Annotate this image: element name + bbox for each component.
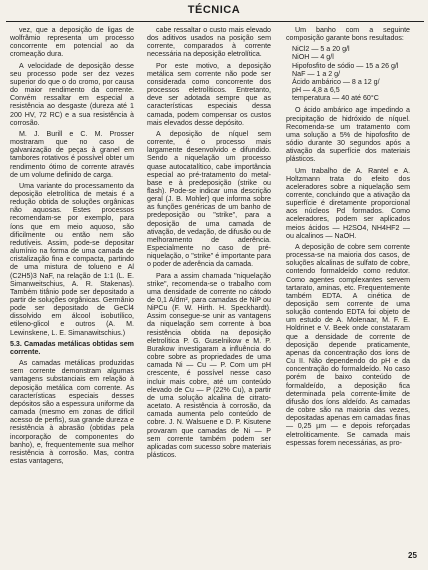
paragraph: vez, que a deposição de ligas de wolfrâmio representa um processo concorrente em potencial ao da cromeação dura. <box>10 26 134 59</box>
composition-line: Ácido ambárico — 8 a 12 g/ <box>292 77 380 86</box>
page-header-title: TÉCNICA <box>187 4 241 16</box>
composition-line: NaF — 1 a 2 g/ <box>292 69 341 78</box>
paragraph: Um trabalho de A. Rantel e A. Holtzmann trata do efeito dos aceleradores sobre a niquelação sem corrente, concluindo que a ativação da superfície é diretamente proporcional aos núcleos Pd formados. Como aceleradores, podem ser aplicados meios ácidos — H2SO4, NH4HF2 — ou alcalinos — NaOH. <box>286 166 410 240</box>
composition-line: NiOH — 4 g/l <box>292 53 334 62</box>
paragraph: A velocidade de deposição desse seu processo pode ser dez vezes superior do que o do cromo, por causa do maior rendimento da corrente. Convém ressaltar em especial a resistência ao desgaste (dureza até 1 200 HV, 72 RC) e a sua resistência à corrosão. <box>10 61 134 127</box>
header-rule <box>6 21 424 22</box>
composition-line: temperatura — 40 até 60°C <box>292 94 379 103</box>
bath-composition-list <box>286 45 410 102</box>
composition-line: Hipofosfito de sódio — 15 a 26 g/l <box>292 61 399 70</box>
column-middle <box>147 26 271 556</box>
composition-line: NiCl2 — 5 a 20 g/l <box>292 45 350 54</box>
paragraph: cabe ressaltar o custo mais elevado dos aditivos usados na posição sem corrente, comparados à corrente necessária na deposição eletrolítica. <box>147 26 271 59</box>
paragraph: O ácido ambárico age impedindo a precipitação de hidróxido de níquel. Recomenda-se um tratamento com uma solução a 5% de hipofosfito de sódio durante 30 segundos após a ativação da superfície dos materiais plásticos. <box>286 106 410 164</box>
column-left <box>10 26 134 556</box>
paragraph: Por este motivo, a deposição metálica sem corrente não pode ser considerada como concorrente dos processos eletrolíticos. Entretanto, deve ser adotada sempre que as características especiais dessa camada, podem compensar os custos mais elevados desse depósito. <box>147 61 271 127</box>
paragraph: M. J. Burill e C. M. Prosser mostraram que no caso de galvanização de peças à granel em tambores rotativos é possível obter um rendimento ótimo de corrente através de um volume definido de carga. <box>10 129 134 179</box>
section-heading: 5.3. Camadas metálicas obtidas sem corrente. <box>10 339 134 356</box>
paragraph: A deposição de níquel sem corrente, é o processo mais largamente desenvolvido e difundido. Sendo a niquelação um processo quase autocatalítico, cabe importância especial ao pré-tratamento do metal-base e à predeposição (strike ou flash). Pode-se indicar uma descrição geral (J. B. Mohler) que informa sobre as funções genéricas de um banho de predeposição ou "strike", para a deposição de uma camada de ativação, de vedação, de difusão ou de melhoramento de aderência. Especialmente no caso de pré-niquelação, o "strike" é importante para o poder de aderência da camada. <box>147 129 271 269</box>
page-number: 25 <box>408 551 417 560</box>
paragraph: As camadas metálicas produzidas sem corrente demonstram algumas vantagens substanciais em relação à deposição metálica com corrente. As características especiais desses depósitos são a espessura uniforme da camada (mesmo em zonas de difícil acesso de perfis), sua grande dureza e resistência à abrasão (obtidas pela incorporação de componentes do banho), e, frequentemente sua melhor resistência à corrosão. Mas, contra estas vantagens, <box>10 359 134 465</box>
paragraph: A deposição de cobre sem corrente processa-se na maioria dos casos, de soluções alcalinas de sulfato de cobre, contendo formaldeído como redutor. Como agentes complexantes servem tartarato, aminas, etc. Frequentemente também EDTA. A cinética de deposição sem corrente de uma solução contendo EDTA foi objeto de um estudo de A. Molenaar, M. F. E. Holdrinet e V. Beek onde constataram que a densidade de corrente de deposição depende praticamente, apenas da concentração dos íons de Cu II. Não dependendo do pH e da concentração do formaldeído. No caso porém de baixo conteúdo de formaldeído, a deposição fica determinada pela corrente-limite de difusão dos íons aldeído. As camadas de cobre são na maioria das vezes, depositadas apenas em camadas finas — 0,25 µm — e depois reforçadas eletroliticamente. Se camada mais espessas forem necessárias, as pro- <box>286 242 410 447</box>
paragraph: Um banho com a seguinte composição garante bons resultados: <box>286 26 410 43</box>
paragraph: Uma variante do processamento da deposição eletrolítica de metais é a redução obtida de soluções orgânicas não aquosas. Estes processos recomendam-se por exemplo, para íons que em meio aquoso, são dificilmente ou então nem são redutíveis. Assim, pode-se depositar alumínio na forma de uma camada de cristalização fina e compacta, partindo de uma mistura de tolueno e Al (C2H5)3 NaF, na relação de 1:1 (L. E. Simanweitschius, A. R. Stakenas). Também titânio pode ser depositado a partir de soluções orgânicas. Germânio pode ser depositado de GeCl4 dissolvido em álcool isobutílico, etileno-glicol e outros (A. M. Lewinskene, L. E. Simanawitschius.) <box>10 181 134 337</box>
paragraph: Para a assim chamada "niquelação strike", recomenda-se o trabalho com uma densidade de corrente no cátodo de 0,1 A/dm², para camadas de NiP ou NiPCu (F. W. Hirth. H. Speckhardt). Assim consegue-se unir as vantagens da niquelação sem corrente à boa resistência obtida na deposição eletrolítica P. G. Guselnikow e M. P. Burakow investigaram a influência do cobre sobre as propriedades de uma camada Ni — Cu — P. Com um pH crescente, é possível nesse caso incluir mais cobre, até um conteúdo elevado de Cu — P (22% Cu), a partir de uma solução alcalina de citrato-acetato. A resistência à corrosão, da camada aumenta pelo conteúdo de cobre. J. N. Walsuene e D. P. Kisutene provaram que camadas de Ni — P sem corrente também podem ser aplicadas com sucesso sobre materiais plásticos. <box>147 271 271 459</box>
column-right <box>286 26 410 556</box>
composition-line: pH — 4,8 a 6,5 <box>292 86 340 95</box>
